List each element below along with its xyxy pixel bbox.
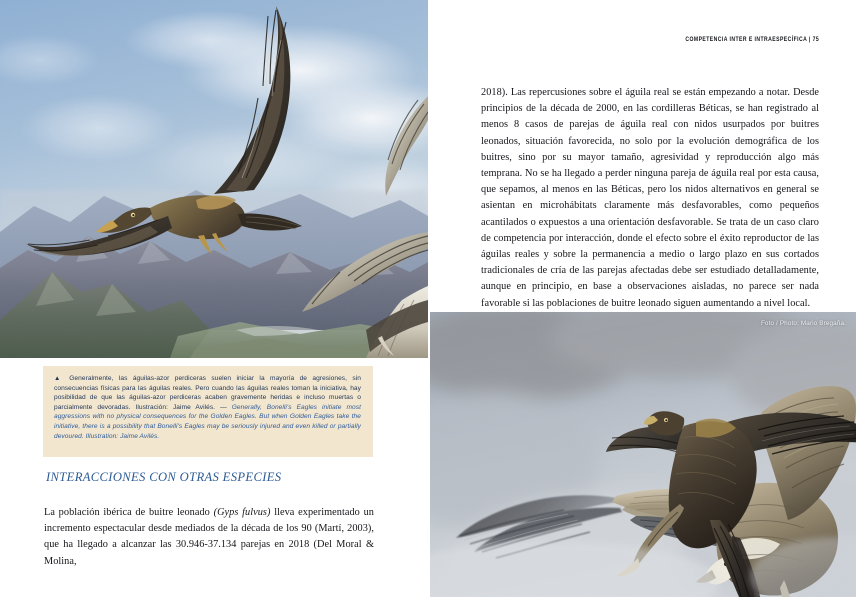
photo-credit: Foto / Photo: Mario Bregaña.	[760, 320, 846, 327]
illustration-artwork	[0, 0, 428, 358]
left-column-body	[44, 505, 374, 570]
left-paragraph-part1: La población ibérica de buitre leonado	[44, 507, 214, 518]
vulture-eagle-photo	[430, 312, 856, 597]
caption-english: Generally, Bonelli's Eagles initiate most aggressions with no physical consequences for the Golden Eagles. But when Golden Eagles take the initiative, there is a possibility that Bonelli's Eagles may be seriously injured and even killed or partially devoured. Illustration: Jaime Avilés.	[54, 403, 361, 440]
right-column-body	[481, 85, 819, 312]
figure-caption-text	[54, 374, 361, 441]
page-header: COMPETENCIA INTER E INTRAESPECÍFICA | 75	[685, 36, 819, 43]
figure-caption-box	[43, 366, 373, 457]
caption-spanish: Generalmente, las águilas-azor perdiceras suelen iniciar la mayoría de agresiones, sin consecuencias físicas para las águilas reales. Pero cuando las águilas reales toman la iniciativa, hay posibilidad de que las águilas-azor perdiceras acaben gravemente heridas e incluso muertas o parcialmente devoradas. Ilustración: Jaime Avilés.	[54, 375, 361, 411]
photograph-artwork	[430, 312, 856, 597]
left-paragraph-part2: lleva experimentado un incremento espectacular desde mediados de la década de los 90 (Martí, 2003), que ha llegado a alcanzar las 30.946-37.134 parejas en 2018 (Del Moral & Molina,	[44, 507, 374, 567]
scientific-name: (Gyps fulvus)	[213, 507, 271, 518]
left-paragraph	[44, 505, 374, 570]
caption-separator: —	[215, 403, 232, 411]
right-paragraph: 2018). Las repercusiones sobre el águila real se están empezando a notar. Desde principios de la década de 2000, en las cordilleras Béticas, se han registrado al menos 8 casos de parejas de águila real con nidos usurpados por buitres leonados, situación favorecida, no solo por la evolución demográfica de los buitres, sino por su mayor tamaño, agresividad y reproducción algo más temprana. No se ha llegado a perder ninguna pareja de águila real por esta causa, que sepamos, al menos en las Béticas, pero los nidos alternativos en general se asientan en microhábitats claramente más desfavorables, como pequeños acantilados o expuestos a una orientación desfavorable. Se trata de un caso claro de competencia por interacción, donde el efecto sobre el éxito reproductor de las águilas reales y sobre la permanencia a medio o largo plazo en sus cortados tradicionales de cría de las parejas afectadas debe ser estudiado detalladamente, aunque en principio, en base a observaciones aisladas, no parece ser nada favorable si las poblaciones de buitre leonado siguen aumentando a nivel local.	[481, 87, 819, 309]
eagle-illustration	[0, 0, 428, 358]
triangle-marker-icon: ▲	[54, 375, 64, 382]
section-heading: INTERACCIONES CON OTRAS ESPECIES	[46, 470, 282, 484]
